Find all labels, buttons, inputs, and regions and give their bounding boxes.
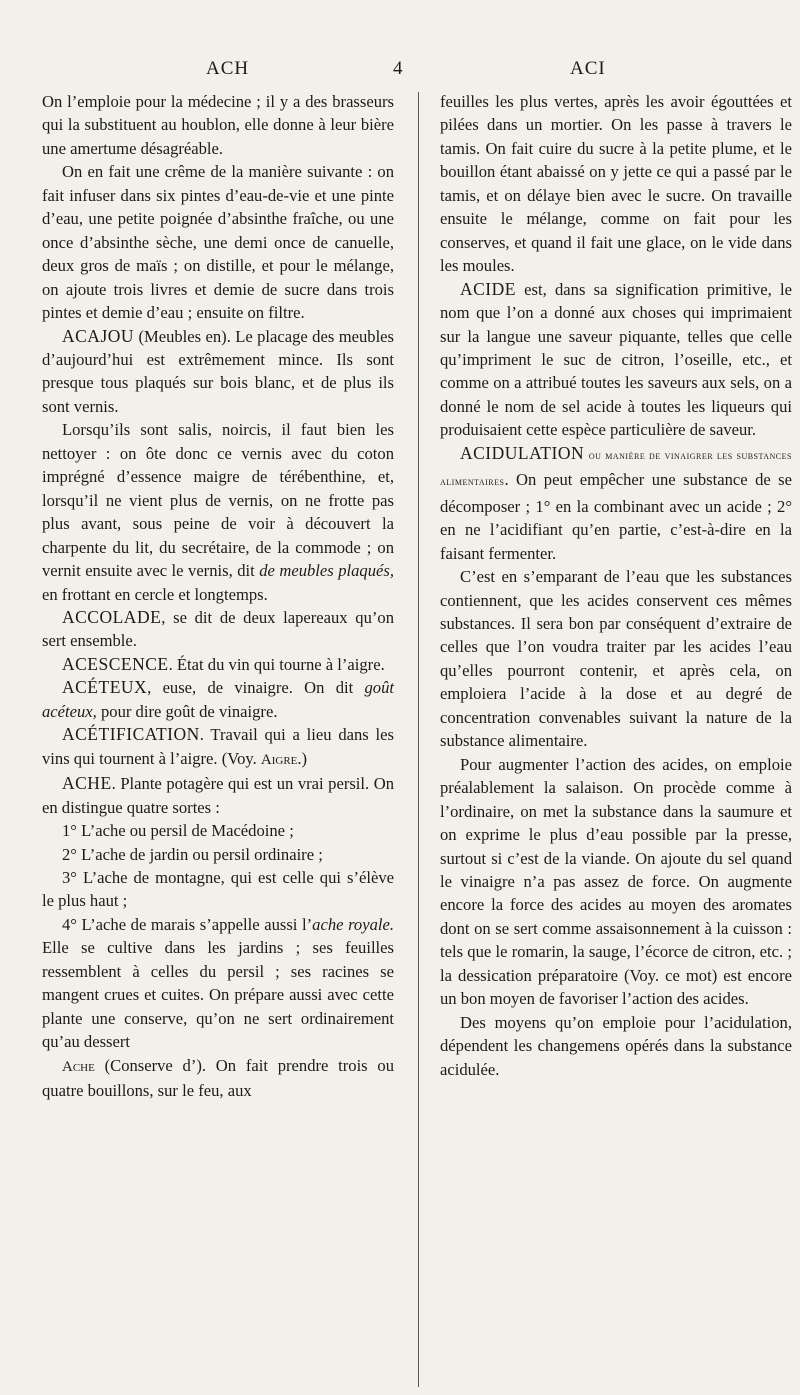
paragraph-text: . État du vin qui tourne à l’aigre. [168, 654, 385, 674]
dictionary-entry [440, 442, 792, 565]
list-item [42, 913, 394, 1054]
dictionary-entry [440, 278, 792, 442]
running-header [0, 58, 800, 84]
paragraph-text: , se dit de deux lapereaux qu’on sert ensemble. [42, 607, 394, 651]
entry-headword: ACÉTEUX [62, 677, 148, 698]
paragraph [42, 418, 394, 606]
page-number: 4 [393, 58, 404, 79]
entry-headword: ACIDULATION [460, 442, 585, 463]
paragraph-text: .) [297, 748, 308, 768]
paragraph-text: pour dire goût de vinaigre. [96, 701, 278, 721]
list-item [42, 819, 394, 842]
entry-headword: ACESCENCE [62, 653, 169, 674]
paragraph-text: Des moyens qu’on emploie pour l’acidulation, dépendent les changemens opérés dans la substance acidulée. [440, 1012, 792, 1079]
entry-headword: ACIDE [460, 278, 516, 299]
paragraph-text: 3° L’ache de montagne, qui est celle qui s’élève le plus haut ; [42, 867, 394, 911]
paragraph-text: Lorsqu’ils sont salis, noircis, il faut bien les nettoyer : on ôte donc ce vernis avec du coton imprégné d’essence maigre de térébenthine, et, lorsqu’il ne vient plus de vernis, on ne frotte pas plus avant, sous peine de voir à découvert la charpente du lit, du secrétaire, de la commode ; on vernit ensuite avec le vernis, dit [42, 420, 394, 581]
list-item [42, 866, 394, 913]
italic-term: ache royale. [312, 914, 394, 934]
entry-subtitle: ou manière de vinaigrer les substances alimentaires [440, 449, 792, 489]
paragraph-text: , euse, de vinaigre. On dit [147, 678, 365, 698]
header-left-keyword: ACH [206, 58, 250, 79]
entry-headword: ACAJOU [62, 325, 135, 346]
entry-headword: ACCOLADE [62, 606, 162, 627]
cross-reference: Aigre [260, 751, 298, 768]
paragraph [440, 90, 792, 278]
paragraph [440, 753, 792, 1011]
list-item [42, 843, 394, 866]
paragraph [42, 90, 394, 160]
paragraph-text: est, dans sa signification primitive, le nom que l’on a donné aux choses qui imprimaient sur la langue une saveur piquante, telles que celle qu’impriment le suc de citron, l’oseille, etc., et comme on a attribué toutes les saveurs aux sels, on a donné le nom de sel acide à toutes les liqueurs qui produisaient cette espèce particulière de saveur. [440, 279, 792, 440]
entry-headword: Ache [62, 1058, 95, 1075]
left-column [42, 90, 394, 1102]
column-divider [418, 92, 419, 1387]
dictionary-entry [42, 325, 394, 419]
paragraph-text: C’est en s’emparant de l’eau que les substances contiennent, que les acides conservent ces mêmes substances. Il sera bon par conséquent d’extraire de celles que l’on voudra traiter par les acides l’eau qu’elles pourront contenir, et après cela, on emploiera l’acide à la dose et au degré de concentration convenables suivant la nature de la substance alimentaire. [440, 567, 792, 751]
paragraph [42, 160, 394, 324]
dictionary-entry [42, 723, 394, 772]
paragraph-text: en frottant en cercle et longtemps. [42, 584, 268, 604]
paragraph-text: feuilles les plus vertes, après les avoir égouttées et pilées dans un mortier. On les passe à travers le tamis. On fait cuire du sucre à la petite plume, et le bouillon étant abaissé on y jette ce qui a passé par le tamis, et on délaye bien avec le sucre. On travaille ensuite le mélange, comme on fait pour les conserves, et quand il fait une glace, on le vide dans les moules. [440, 92, 792, 276]
paragraph [440, 565, 792, 753]
header-right-keyword: ACI [570, 58, 606, 79]
paragraph-text: Pour augmenter l’action des acides, on emploie préalablement la salaison. On procède comme à l’ordinaire, on met la substance dans la saumure et on exprime le plus d’eau possible par la presse, surtout si c’est de la viande. On ajoute du sel quand le vinaigre n’a pas assez de force. On augmente encore la force des acides au moyen des aromates dont on se sert comme assaisonnement à la cuisson : tels que le romarin, la sauge, l’écorce de citron, etc. ; la dessication préparatoire (Voy. ce mot) est encore un bon moyen de favoriser l’action des acides. [440, 754, 792, 1009]
paragraph-text: Elle se cultive dans les jardins ; ses feuilles ressemblent à celles du persil ; ses racines se mangent crues et cuites. On prépare aussi avec cette plante une conserve, qu’on ne sert ordinairement qu’au dessert [42, 938, 394, 1052]
dictionary-entry [42, 676, 394, 723]
dictionary-entry [42, 1054, 394, 1103]
dictionary-entry [42, 653, 394, 676]
paragraph-text: On en fait une crême de la manière suivante : on fait infuser dans six pintes d’eau-de-vie et une pinte d’eau, une petite poignée d’absinthe fraîche, ou une once d’absinthe sèche, une demi once de canuelle, deux gros de maïs ; on distille, et pour le mélange, on ajoute trois livres et demie de sucre dans trois pintes et demie d’eau ; ensuite on filtre. [42, 162, 394, 323]
entry-headword: ACHE [62, 773, 112, 794]
italic-term: goût acéteux, [42, 678, 394, 721]
paragraph-text: . Travail qui a lieu dans les vins qui tournent à l’aigre. (Voy. [42, 725, 394, 768]
entry-headword: ACÉTIFICATION [62, 724, 200, 745]
dictionary-entry [42, 772, 394, 819]
paragraph-text: 4° L’ache de marais s’appelle aussi l’ [62, 914, 313, 934]
italic-term: de meubles plaqués, [259, 561, 394, 581]
paragraph-text: (Conserve d’). On fait prendre trois ou quatre bouillons, sur le feu, aux [42, 1055, 394, 1101]
paragraph [440, 1011, 792, 1081]
right-column [440, 90, 792, 1081]
paragraph-text: (Meubles en). Le placage des meubles d’aujourd’hui est extrêmement mince. Ils sont presque tous plaqués sur bois blanc, et de plus ils sont vernis. [42, 326, 394, 416]
paragraph-text: On l’emploie pour la médecine ; il y a des brasseurs qui la substituent au houblon, elle donne à leur bière une amertume désagréable. [42, 92, 394, 158]
paragraph-text: . On peut empêcher une substance de se décomposer ; 1° en la combinant avec un acide ; 2° en ne l’acidifiant qu’en partie, c’est-à-dire en la faisant fermenter. [440, 470, 792, 563]
dictionary-entry [42, 606, 394, 653]
paragraph-text: 2° L’ache de jardin ou persil ordinaire ; [62, 844, 323, 864]
paragraph-text: 1° L’ache ou persil de Macédoine ; [62, 821, 294, 841]
paragraph-text: . Plante potagère qui est un vrai persil. On en distingue quatre sortes : [42, 774, 394, 817]
